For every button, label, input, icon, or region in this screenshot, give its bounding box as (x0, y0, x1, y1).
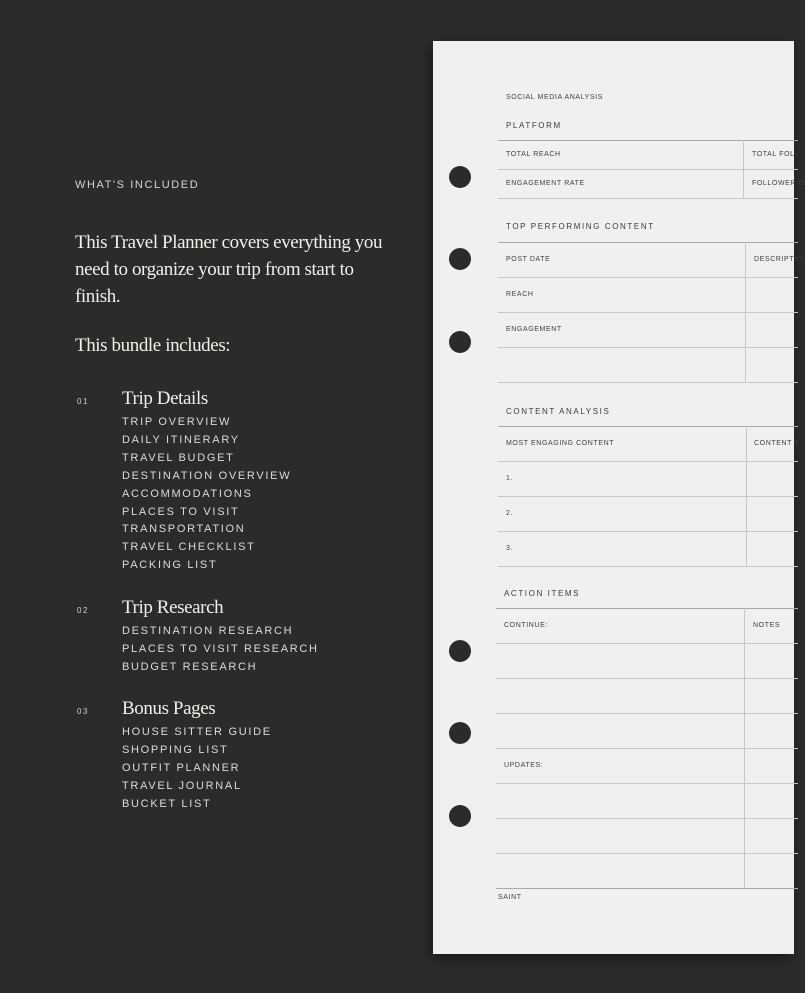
section-title: Trip Research (122, 597, 224, 618)
engagement-label: ENGAGEMENT (506, 326, 562, 333)
total-reach-label: TOTAL REACH (506, 151, 561, 158)
divider (496, 678, 798, 679)
list-item: BUCKET LIST (122, 797, 212, 810)
notes-label: NOTES (753, 622, 781, 629)
description-label: DESCRIPTIO (754, 256, 803, 263)
column-divider (745, 242, 746, 382)
section-number: 02 (77, 606, 90, 615)
divider (496, 608, 798, 609)
document-title: SOCIAL MEDIA ANALYSIS (506, 94, 604, 101)
divider (496, 818, 798, 819)
section-items (122, 623, 319, 677)
list-item: DESTINATION RESEARCH (122, 625, 294, 637)
brand-footer: SAINT (498, 894, 522, 901)
punch-hole (449, 640, 471, 662)
content-analysis-heading: CONTENT ANALYSIS (506, 407, 611, 416)
list-item: DAILY ITINERARY (122, 433, 240, 446)
divider (498, 426, 798, 427)
divider (498, 347, 798, 348)
total-followers-label: TOTAL FOLL (752, 151, 800, 158)
column-divider (746, 426, 747, 566)
platform-heading: PLATFORM (506, 121, 562, 130)
list-item: TRANSPORTATION (122, 523, 246, 536)
bundle-heading: This bundle includes: (75, 335, 231, 356)
list-item: OUTFIT PLANNER (122, 761, 241, 774)
list-item: PLACES TO VISIT RESEARCH (122, 642, 319, 655)
engagement-rate-label: ENGAGEMENT RATE (506, 180, 585, 187)
divider (498, 566, 798, 567)
divider (496, 713, 798, 714)
divider (498, 198, 798, 199)
list-item: TRIP OVERVIEW (122, 416, 232, 428)
divider (498, 531, 798, 532)
divider (496, 853, 798, 854)
divider (498, 140, 798, 141)
list-item: BUDGET RESEARCH (122, 660, 258, 673)
row-number: 2. (506, 510, 514, 517)
section-title: Trip Details (122, 388, 208, 409)
punch-hole (449, 166, 471, 188)
continue-label: CONTINUE: (504, 622, 548, 629)
row-number: 3. (506, 545, 514, 552)
section-number: 03 (77, 707, 90, 716)
section-items (122, 724, 272, 814)
planner-page-preview (433, 41, 805, 954)
intro-paragraph: This Travel Planner covers everything you need to organize your trip from start to finish. (75, 232, 383, 307)
divider (496, 783, 798, 784)
divider (498, 277, 798, 278)
list-item: TRAVEL JOURNAL (122, 779, 242, 792)
column-divider (744, 608, 745, 888)
section-title: Bonus Pages (122, 698, 216, 719)
post-date-label: POST DATE (506, 256, 551, 263)
divider (498, 496, 798, 497)
punch-hole (449, 805, 471, 827)
list-item: TRAVEL BUDGET (122, 451, 235, 464)
divider (498, 242, 798, 243)
reach-label: REACH (506, 291, 534, 298)
list-item: DESTINATION OVERVIEW (122, 469, 292, 482)
whats-included-label: WHAT'S INCLUDED (75, 179, 200, 191)
divider (496, 748, 798, 749)
list-item: SHOPPING LIST (122, 743, 229, 756)
divider (498, 461, 798, 462)
content-type-label: CONTENT T (754, 440, 800, 447)
section-number: 01 (77, 397, 90, 406)
most-engaging-label: MOST ENGAGING CONTENT (506, 440, 615, 447)
section-items (122, 414, 291, 575)
follower-growth-label: FOLLOWER G (752, 180, 805, 187)
action-items-heading: ACTION ITEMS (504, 589, 581, 598)
divider (498, 169, 798, 170)
list-item: HOUSE SITTER GUIDE (122, 726, 272, 738)
punch-hole (449, 722, 471, 744)
list-item: ACCOMMODATIONS (122, 487, 253, 500)
row-number: 1. (506, 475, 514, 482)
column-divider (743, 140, 744, 198)
punch-hole (449, 248, 471, 270)
punch-hole (449, 331, 471, 353)
list-item: PLACES TO VISIT (122, 505, 240, 518)
divider (498, 382, 798, 383)
top-content-heading: TOP PERFORMING CONTENT (506, 222, 655, 231)
list-item: PACKING LIST (122, 559, 218, 572)
divider (496, 888, 798, 889)
updates-label: UPDATES: (504, 762, 544, 769)
divider (496, 643, 798, 644)
divider (498, 312, 798, 313)
list-item: TRAVEL CHECKLIST (122, 541, 256, 554)
